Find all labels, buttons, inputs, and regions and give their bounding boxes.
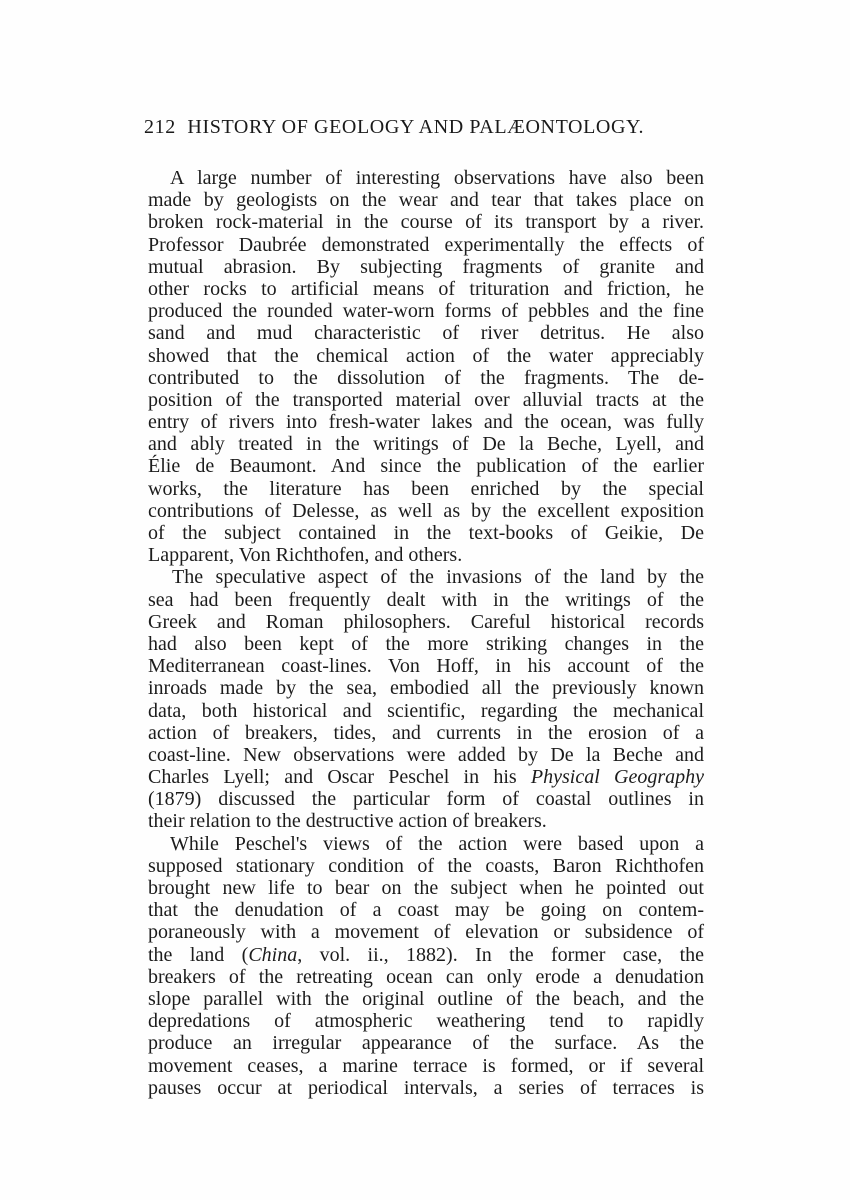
text-line: Greek and Roman philosophers. Careful historical records: [148, 610, 704, 633]
text-line: inroads made by the sea, embodied all the previously known: [148, 677, 704, 700]
running-title: HISTORY OF GEOLOGY AND PALÆONTOLOGY.: [187, 116, 645, 138]
paragraph-3: [148, 833, 704, 1099]
text-line: coast-line. New observations were added by De la Beche and: [148, 743, 704, 766]
text-line: Mediterranean coast-lines. Von Hoff, in his account of the: [148, 655, 704, 678]
paragraph-2: [148, 566, 704, 832]
text-line: had also been kept of the more striking changes in the: [148, 632, 704, 655]
text-line: and ably treated in the writings of De la Beche, Lyell, and: [148, 433, 704, 456]
body-text: [148, 167, 704, 1099]
text-line: made by geologists on the wear and tear that takes place on: [148, 189, 704, 212]
text-segment: Charles Lyell; and Oscar Peschel in his: [148, 766, 517, 789]
text-line: depredations of atmospheric weathering tend to rapidly: [148, 1010, 704, 1033]
book-title-italic: China: [248, 943, 298, 966]
text-line: Professor Daubrée demonstrated experimentally the effects of: [148, 233, 704, 256]
text-line: action of breakers, tides, and currents in the erosion of a: [148, 721, 704, 744]
text-line: data, both historical and scientific, regarding the mechanical: [148, 699, 704, 722]
text-line: Lapparent, Von Richthofen, and others.: [148, 544, 463, 567]
text-line: A large number of interesting observations have also been: [170, 167, 704, 189]
text-line: their relation to the destructive action of breakers.: [148, 810, 547, 833]
text-line: produce an irregular appearance of the surface. As the: [148, 1032, 704, 1055]
text-line: contributed to the dissolution of the fragments. The de-: [148, 366, 704, 389]
text-line: sea had been frequently dealt with in the writings of the: [148, 588, 704, 611]
text-line: Élie de Beaumont. And since the publication of the earlier: [148, 455, 704, 478]
text-line: movement ceases, a marine terrace is formed, or if several: [148, 1054, 704, 1077]
book-title-italic: Physical Geography: [530, 766, 704, 789]
text-line: [148, 944, 704, 966]
running-header: [144, 116, 704, 139]
text-line: (1879) discussed the particular form of coastal outlines in: [148, 788, 704, 811]
text-line: breakers of the retreating ocean can only erode a denudation: [148, 965, 704, 988]
text-segment: the land (: [148, 943, 249, 966]
text-line: position of the transported material over alluvial tracts at the: [148, 388, 704, 411]
text-line: sand and mud characteristic of river detritus. He also: [148, 322, 704, 345]
text-line: While Peschel's views of the action were based upon a: [170, 832, 704, 855]
text-line: contributions of Delesse, as well as by the excellent exposition: [148, 499, 704, 522]
text-line: of the subject contained in the text-books of Geikie, De: [148, 522, 704, 544]
text-line: showed that the chemical action of the water appreciably: [148, 344, 704, 367]
text-line: other rocks to artificial means of trituration and friction, he: [148, 277, 704, 300]
text-line: entry of rivers into fresh-water lakes and the ocean, was fully: [148, 411, 704, 434]
text-line: slope parallel with the original outline of the beach, and the: [148, 987, 704, 1010]
text-line: poraneously with a movement of elevation or subsidence of: [148, 921, 704, 944]
page-number: 212: [144, 116, 176, 138]
text-line: produced the rounded water-worn forms of pebbles and the fine: [148, 300, 704, 323]
text-line: pauses occur at periodical intervals, a series of terraces is: [148, 1076, 704, 1099]
text-line: supposed stationary condition of the coasts, Baron Richthofen: [148, 854, 704, 877]
text-segment: , vol. ii., 1882). In the former case, the: [297, 943, 705, 966]
text-line: works, the literature has been enriched by the special: [148, 477, 704, 500]
text-line: that the denudation of a coast may be going on contem-: [148, 899, 704, 922]
text-line: The speculative aspect of the invasions of the land by the: [172, 566, 704, 589]
text-line: brought new life to bear on the subject when he pointed out: [148, 877, 704, 899]
text-line: mutual abrasion. By subjecting fragments of granite and: [148, 255, 704, 278]
paragraph-1: [148, 167, 704, 566]
text-line: broken rock-material in the course of its transport by a river.: [148, 211, 704, 234]
text-line: [148, 766, 704, 788]
